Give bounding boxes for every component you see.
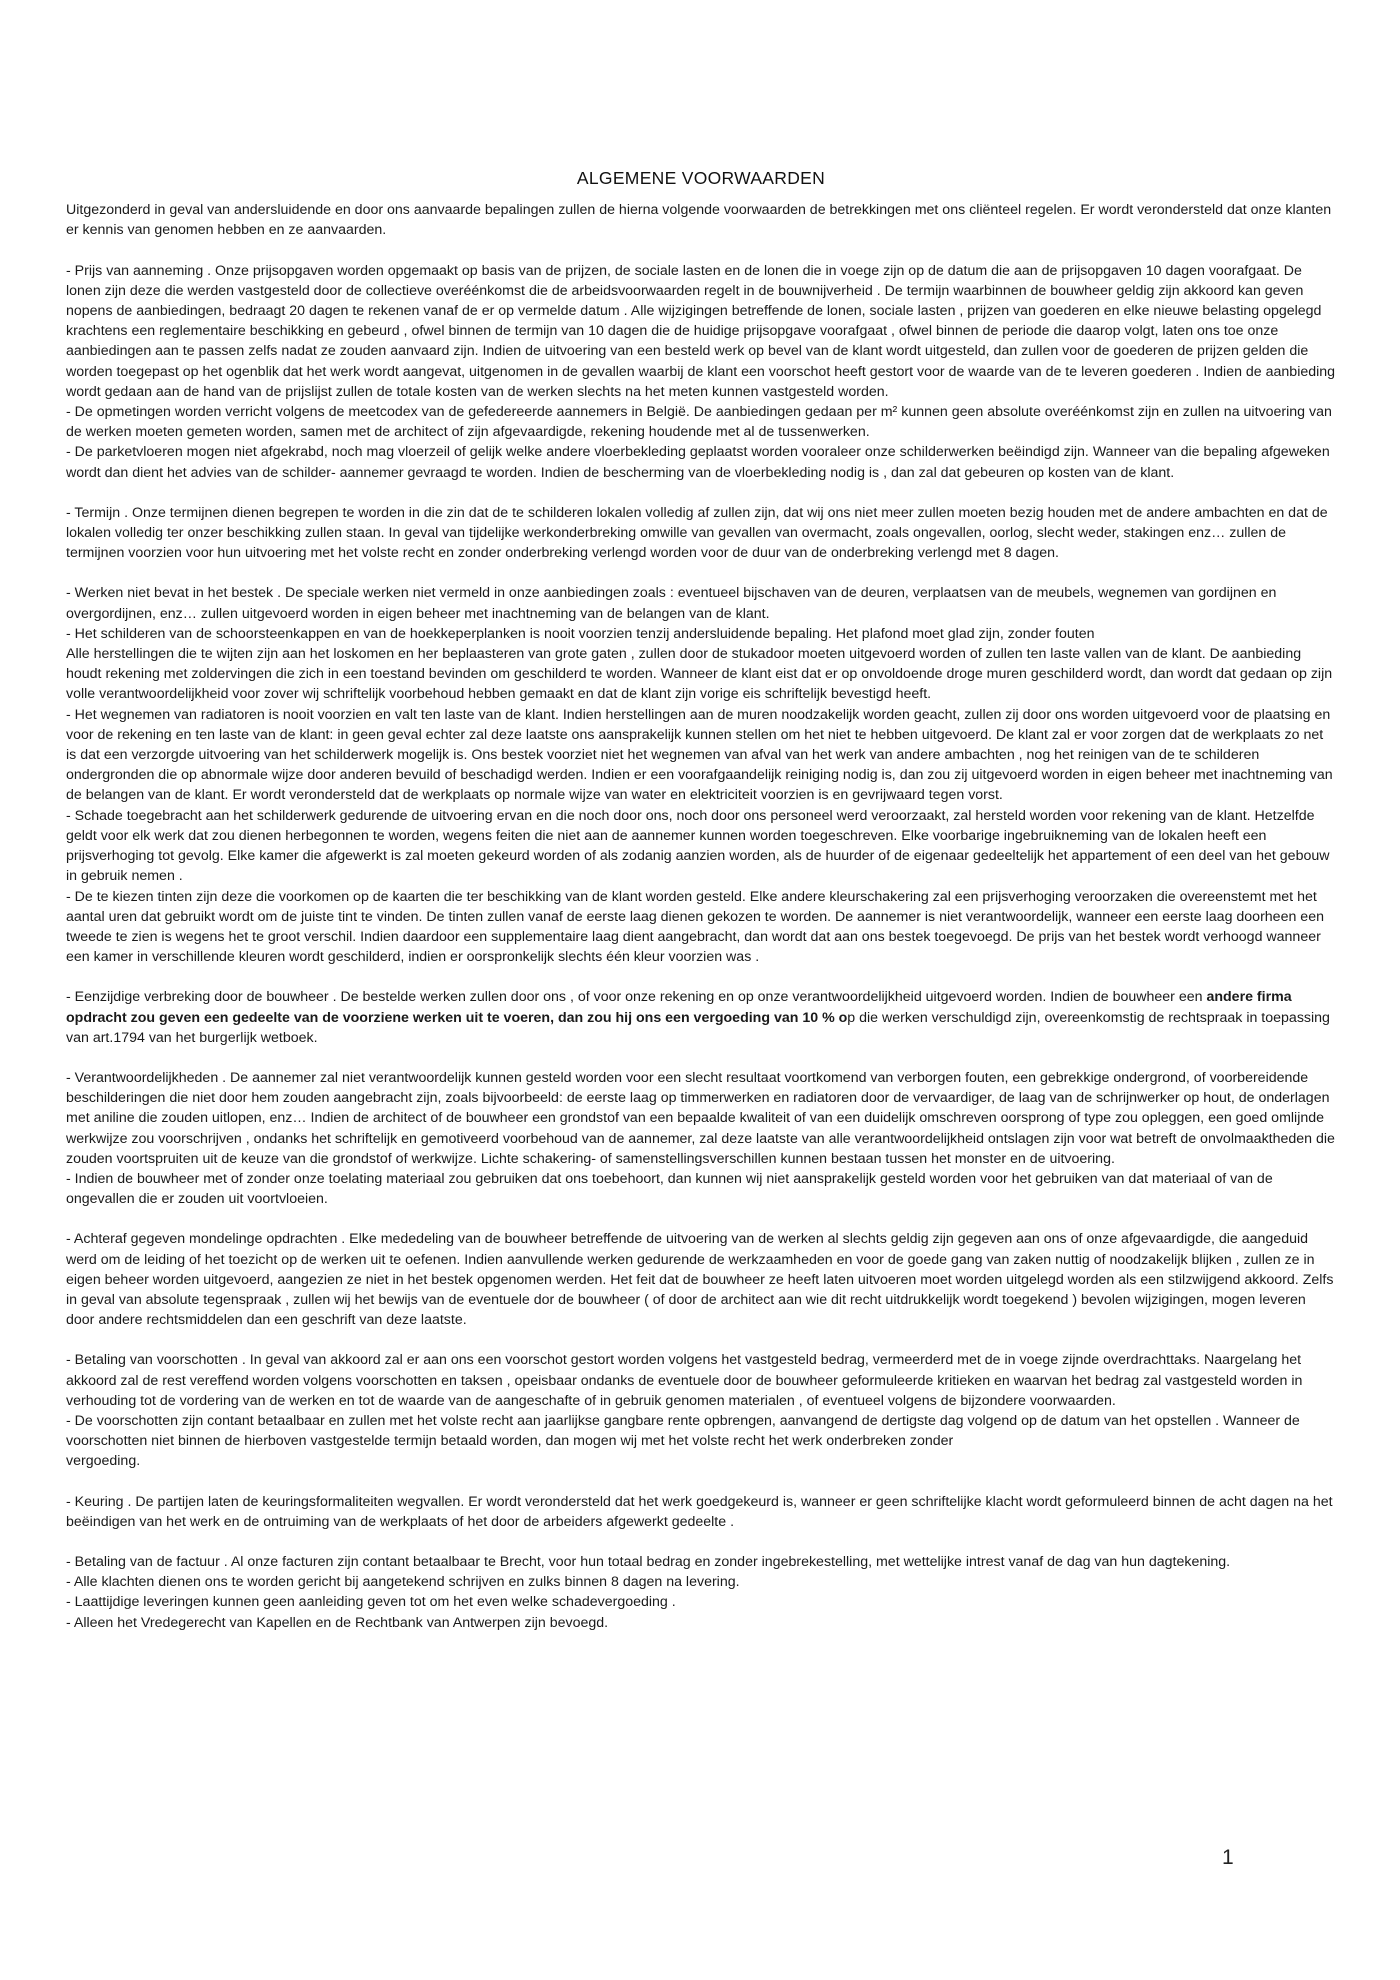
- voorschotten-section: [66, 1350, 1336, 1471]
- paragraph: - Verantwoordelijkheden . De aannemer zal niet verantwoordelijk kunnen gesteld worden voor een slecht resultaat voortkomend van verborgen fouten, een gebrekkige ondergrond, of voorbereidende beschilderingen die niet door hem zouden aangebracht zijn, zoals bijvoorbeeld: de eerste laag op timmerwerken en radiatoren door de vervaardiger, de laag van de schrijnwerker op hout, de onderlagen met aniline die zouden uitlopen, enz… Indien de architect of de bouwheer een grondstof van een bepaalde kwaliteit of van een duidelijk omschreven oorsprong of type zou opleggen, een goed omlijnde werkwijze zou voorschrijven , ondanks het schriftelijk en gemotiveerd voorbehoud van de aannemer, zal deze laatste van alle verantwoordelijkheid ontslagen zijn voor wat betreft de onvolmaaktheden die zouden voortspruiten uit de keuze van die grondstof of werkwijze. Lichte schakering- of samenstellingsverschillen kunnen bestaan tussen het monster en de uitvoering.: [66, 1069, 1335, 1167]
- paragraph: - Het schilderen van de schoorsteenkappen en van de hoekkeperplanken is nooit voorzien tenzij andersluidende bepaling. Het plafond moet glad zijn, zonder fouten: [66, 625, 1095, 642]
- paragraph: - De voorschotten zijn contant betaalbaar en zullen met het volste recht aan jaarlijkse gangbare rente opbrengen, aanvangend de dertigste dag volgend op de datum van het opstellen . Wanneer de voorschotten niet binnen de hierboven vastgestelde termijn betaald worden, dan mogen wij met het volste recht het werk onderbreken zonder: [66, 1412, 1300, 1450]
- paragraph: - De te kiezen tinten zijn deze die voorkomen op de kaarten die ter beschikking van de klant worden gesteld. Elke andere kleurschakering zal een prijsverhoging veroorzaken die overeenstemt met het aantal uren dat gebruikt wordt om de juiste tint te vinden. De tinten zullen vanaf de eerste laag dienen gekozen te worden. De aannemer is niet verantwoordelijk, wanneer een eerste laag doorheen een tweede te zien is wegens het te groot verschil. Indien daardoor een supplementaire laag dient aangebracht, dan wordt dat aan ons bestek toegevoegd. De prijs van het bestek wordt verhoogd wanneer een kamer in verschillende kleuren wordt geschilderd, indien er oorspronkelijk slechts één kleur voorzien was .: [66, 888, 1324, 966]
- werken-section: [66, 583, 1336, 967]
- paragraph: - Laattijdige leveringen kunnen geen aanleiding geven tot om het even welke schadevergoeding .: [66, 1594, 676, 1611]
- paragraph: - Indien de bouwheer met of zonder onze toelating materiaal zou gebruiken dat ons toebehoort, dan kunnen wij niet aansprakelijk gesteld worden voor het gebruiken van dat materiaal of van de ongevallen die er zouden uit voortvloeien.: [66, 1170, 1273, 1208]
- paragraph: - Termijn . Onze termijnen dienen begrepen te worden in die zin dat de te schilderen lokalen volledig af zullen zijn, dat wij ons niet meer zullen moeten bezig houden met de andere ambachten en dat de lokalen volledig ter onzer beschikking zullen staan. In geval van tijdelijke werkonderbreking omwille van gevallen van overmacht, zoals ongevallen, oorlog, slecht weder, stakingen enz… zullen de termijnen voorzien voor hun uitvoering met het volste recht en zonder onderbreking verlengd worden voor de duur van de onderbreking verlengd met 8 dagen.: [66, 504, 1328, 562]
- document-title: ALGEMENE VOORWAARDEN: [576, 168, 826, 188]
- paragraph: - Betaling van de factuur . Al onze facturen zijn contant betaalbaar te Brecht, voor hun totaal bedrag en zonder ingebrekestelling, met wettelijke intrest vanaf de dag van hun dagtekening.: [66, 1553, 1231, 1570]
- paragraph: - Betaling van voorschotten . In geval van akkoord zal er aan ons een voorschot gestort worden volgens het vastgesteld bedrag, vermeerderd met de in voege zijnde overdrachttaks. Naargelang het akkoord zal de rest vereffend worden volgens voorschotten en taksen , opeisbaar ondanks de eventuele door de bouwheer geformuleerde kritieken en waarvan het bedrag zal vastgesteld worden in verhouding tot de vordering van de werken en tot de waarde van de aangeschafte of in gebruik genomen materialen , of eventueel volgens de bijzondere voorwaarden.: [66, 1352, 1303, 1409]
- verbreking-section: [66, 987, 1336, 1048]
- paragraph: - Achteraf gegeven mondelinge opdrachten . Elke mededeling van de bouwheer betreffende de uitvoering van de werken al slechts geldig zijn gegeven aan ons of onze afgevaardigde, die aangeduid werd om de leiding of het toezicht op de werken uit te oefenen. Indien aanvullende werken gedurende de werkzaamheden en voor de goede gang van zaken nuttig of noodzakelijk blijken , zullen ze in eigen beheer worden uitgevoerd, aangezien ze niet in het bestek opgenomen werden. Het feit dat de bouwheer ze heeft laten uitvoeren moet worden uitgelegd worden als een stilzwijgend akkoord. Zelfs in geval van absolute tegenspraak , zullen wij het bewijs van de eventuele dor de bouwheer ( of door de architect aan wie dit recht uitdrukkelijk wordt toegekend ) bevolen wijzigingen, mogen leveren door andere rechtsmiddelen dan een geschrift van deze laatste.: [66, 1231, 1334, 1329]
- paragraph: - Schade toegebracht aan het schilderwerk gedurende de uitvoering ervan en die noch door ons, noch door ons personeel werd veroorzaakt, zal hersteld worden voor rekening van de klant. Hetzelfde geldt voor elk werk dat zou dienen herbegonnen te worden, wegens feiten die niet aan de aannemer kunnen worden toegeschreven. Elke voorbarige ingebruikneming van de lokalen heeft een prijsverhoging tot gevolg. Elke kamer die afgewerkt is zal moeten gekeurd worden of als zodanig aanzien worden, als de huurder of de eigenaar gedeeltelijk het appartement of een deel van het gebouw in gebruik nemen .: [66, 807, 1330, 885]
- paragraph: - Werken niet bevat in het bestek . De speciale werken niet vermeld in onze aanbiedingen zoals : eventueel bijschaven van de deuren, verplaatsen van de meubels, wegnemen van gordijnen en overgordijnen, enz… zullen uitgevoerd worden in eigen beheer met inachtneming van de belangen van de klant.: [66, 585, 1277, 622]
- verbreking-text-end: p die werken verschuldigd zijn, overeenkomstig de rechtspraak in toepassing van art.1794 van het burgerlijk wetboek.: [66, 1009, 1330, 1046]
- paragraph: - De parketvloeren mogen niet afgekrabd, noch mag vloerzeil of gelijk welke andere vloerbekleding geplaatst worden vooraleer onze schilderwerken beëindigd zijn. Wanneer van die bepaling afgeweken wordt dan dient het advies van de schilder- aannemer gevraagd te worden. Indien de bescherming van de vloerbekleding nodig is , dan zal dat gebeuren op kosten van de klant.: [66, 444, 1330, 481]
- document-page: [66, 168, 1336, 1653]
- paragraph: - Keuring . De partijen laten de keuringsformaliteiten wegvallen. Er wordt verondersteld dat het werk goedgekeurd is, wanneer er geen schriftelijke klacht wordt geformuleerd binnen de acht dagen na het beëindigen van het werk en de ontruiming van de werkplaats of het door de arbeiders afgewerkt gedeelte .: [66, 1493, 1333, 1530]
- paragraph: - De opmetingen worden verricht volgens de meetcodex van de gefedereerde aannemers in België. De aanbiedingen gedaan per m² kunnen geen absolute overéénkomst zijn en zullen na uitvoering van de werken moeten gemeten worden, samen met de architect of zijn afgevaardigde, rekening houdende met al de tussenwerken.: [66, 404, 1332, 441]
- verbreking-text-start: - Eenzijdige verbreking door de bouwheer . De bestelde werken zullen door ons , of voor onze rekening en op onze verantwoordelijkheid uitgevoerd worden. Indien de bouwheer een: [66, 989, 1207, 1006]
- verbreking-bold-text: andere firma opdracht zou geven een gedeelte van de voorziene werken uit te voeren, dan zou hij ons een vergoeding van 10 % o: [66, 989, 1292, 1026]
- paragraph: [66, 987, 1336, 1048]
- paragraph: vergoeding.: [66, 1453, 141, 1470]
- factuur-section: [66, 1552, 1336, 1633]
- achteraf-section: [66, 1229, 1336, 1330]
- intro-section: [66, 200, 1336, 240]
- paragraph: - Alleen het Vredegerecht van Kapellen en de Rechtbank van Antwerpen zijn bevoegd.: [66, 1614, 609, 1631]
- paragraph: Alle herstellingen die te wijten zijn aan het loskomen en her beplaasteren van grote gaten , zullen door de stukadoor moeten uitgevoerd worden of zullen ten laste vallen van de klant. De aanbieding houdt rekening met zoldervingen die zich in een toestand bevinden om geschilderd te worden. Wanneer de klant eist dat er op onvoldoende droge muren geschilderd wordt, dan wordt dat gedaan op zijn volle verantwoordelijkheid voor zover wij schriftelijk voorbehoud hebben gemaakt en dat de klant zijn vorige eis schriftelijk bevestigd heeft.: [66, 646, 1333, 703]
- keuring-section: [66, 1492, 1336, 1532]
- paragraph: - Het wegnemen van radiatoren is nooit voorzien en valt ten laste van de klant. Indien herstellingen aan de muren noodzakelijk worden geacht, zullen zij door ons worden uitgevoerd voor de plaatsing en voor de rekening en ten laste van de klant: in geen geval echter zal deze laatste ons aansprakelijk kunnen stellen om het niet te hebben uitgevoerd. De klant zal er voor zorgen dat de werkplaats zo net is dat een verzorgde uitvoering van het schilderwerk mogelijk is. Ons bestek voorziet niet het wegnemen van afval van het werk van andere ambachten , nog het reinigen van de te schilderen ondergronden die op abnormale wijze door anderen bevuild of beschadigd werden. Indien er een voorafgaandelijk reiniging nodig is, dan zou zij uitgevoerd worden in eigen beheer met inachtneming van de belangen van de klant. Er wordt verondersteld dat de werkplaats op normale wijze van water en elektriciteit voorzien is en gevrijwaard tegen vorst.: [66, 706, 1333, 804]
- termijn-section: [66, 503, 1336, 564]
- paragraph: - Prijs van aanneming . Onze prijsopgaven worden opgemaakt op basis van de prijzen, de sociale lasten en de lonen die in voege zijn op de datum die aan de prijsopgaven 10 dagen voorafgaat. De lonen zijn deze die werden vastgesteld door de collectieve overéénkomst die de arbeidsvoorwaarden regelt in de bouwnijverheid . De termijn waarbinnen de bouwheer geldig zijn akkoord kan geven nopens de aanbiedingen, bedraagt 20 dagen te rekenen vanaf de er op vermelde datum . Alle wijzigingen betreffende de lonen, sociale lasten , prijzen van goederen en elke nieuwe belasting opgelegd krachtens een reglementaire beschikking en gebeurd , ofwel binnen de termijn van 10 dagen die de huidige prijsopgave voorafgaat , ofwel binnen de periode die daarop volgt, laten ons toe onze aanbiedingen aan te passen zelfs nadat ze zouden aanvaard zijn. Indien de uitvoering van een besteld werk op bevel van de klant wordt uitgesteld, dan zullen voor de goederen de prijzen gelden die worden toegepast op het ogenblik dat het werk wordt aangevat, uitgenomen in de gevallen waarbij de klant een voorschot heeft gestort voor de waarde van de te leveren goederen . Indien de aanbieding wordt gedaan aan de hand van de prijslijst zullen de totale kosten van de werken slechts na het meten kunnen vastgesteld worden.: [66, 262, 1336, 400]
- paragraph: - Alle klachten dienen ons te worden gericht bij aangetekend schrijven en zulks binnen 8 dagen na levering.: [66, 1574, 740, 1591]
- page-number: 1: [1222, 1846, 1234, 1869]
- prijs-section: [66, 261, 1336, 483]
- intro-paragraph: Uitgezonderd in geval van andersluidende en door ons aanvaarde bepalingen zullen de hierna volgende voorwaarden de betrekkingen met ons cliënteel regelen. Er wordt verondersteld dat onze klanten er kennis van genomen hebben en ze aanvaarden.: [66, 202, 1332, 239]
- verantwoordelijkheden-section: [66, 1068, 1336, 1209]
